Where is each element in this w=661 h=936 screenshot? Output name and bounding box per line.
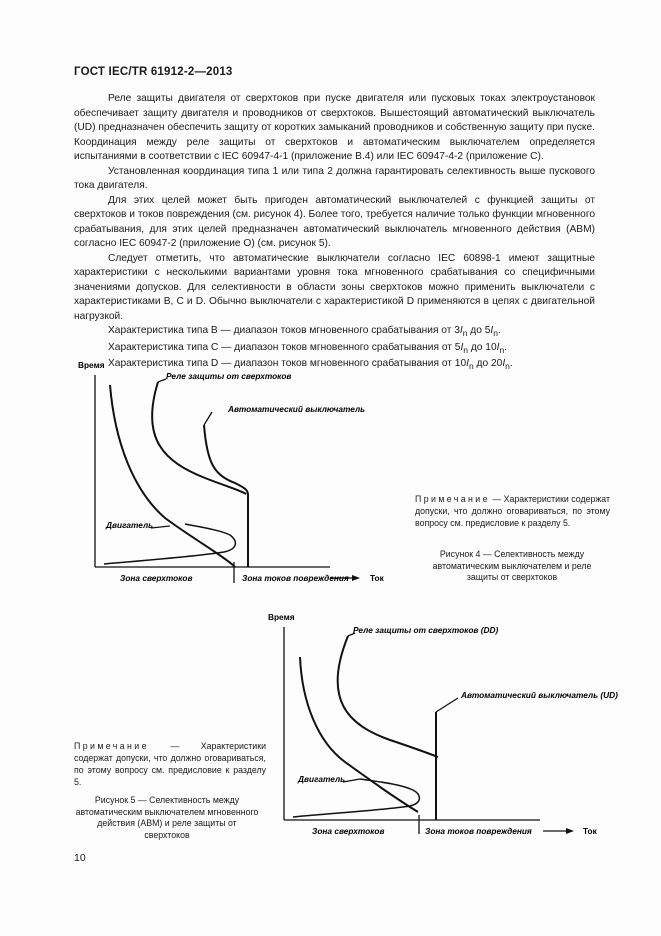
paragraph: Установленная координация типа 1 или типа 2 должна гарантировать селективность выше пускового тока двигателя.: [74, 165, 595, 191]
zone-fault-label: Зона токов повреждения: [425, 826, 532, 836]
breaker-label-leader: [436, 698, 458, 712]
x-arrow-head: [566, 828, 574, 834]
x-axis-label: Ток: [370, 573, 384, 583]
document-header: ГОСТ IEC/TR 61912-2—2013: [74, 66, 233, 78]
motor-label: Двигатель: [298, 774, 346, 784]
breaker-label: Автоматический выключатель: [228, 404, 366, 414]
zone-fault-label: Зона токов повреждения: [242, 573, 349, 583]
x-axis-label: Ток: [583, 826, 597, 836]
characteristic-line: Характеристика типа С — диапазон токов мгновенного срабатывания от $5I_n$ до $10I_n$.: [108, 341, 508, 355]
y-axis-label: Время: [78, 360, 105, 370]
relay-label: Реле защиты от сверхтоков: [166, 371, 292, 381]
page-number: 10: [74, 852, 86, 864]
characteristic-line: Характеристика типа D — диапазон токов мгновенного срабатывания от $10I_n$ до $20I_n$.: [108, 358, 513, 372]
characteristic-line: Характеристика типа В — диапазон токов мгновенного срабатывания от $3I_n$ до $5I_n$.: [108, 325, 501, 339]
figure-4-caption: Рисунок 4 — Селективность между автоматическим выключателем и реле защиты от сверхтоков: [432, 549, 592, 582]
relay-curve-2: [338, 636, 438, 757]
paragraph: Для этих целей может быть пригоден автоматический выключателей с функцией защиты от сверхтоков и токов повреждения (см. рисунок 4). Более того, требуется наличие только функции мгновенного срабатывания, для этих целей предназначен автоматический выключатель мгновенного действия (АВМ) согласно IEC 60947-2 (приложение О) (см. рисунок 5).: [74, 194, 595, 249]
motor-label: Двигатель: [106, 520, 154, 530]
zone-overcurrent-label: Зона сверхтоков: [120, 573, 193, 583]
relay-label: Реле защиты от сверхтоков (DD): [353, 625, 499, 635]
figure-5-note: Примечание — Характеристики содержат допуски, что должно оговариваться, по этому вопросу см. предисловие к разделу 5.: [74, 741, 266, 787]
figure-4-note: Примечание — Характеристики содержат допуски, что должно оговариваться, по этому вопросу см. предисловие к разделу 5.: [415, 494, 611, 528]
motor-curve: [293, 779, 419, 817]
paragraph: Следует отметить, что автоматические выключатели согласно IEC 60898-1 имеют защитные характеристики с несколькими вариантами уровня тока мгновенного срабатывания со специфичными значениями допусков. Для селективности в области зоны сверхтоков можно применить выключатели с характеристиками В, С и D. Обычно выключатели с характеристикой D применяются в цепях с двигательной нагрузкой.: [74, 252, 595, 322]
relay-curve: [300, 657, 418, 812]
figure-5-caption: Рисунок 5 — Селективность между автоматическим выключателем мгновенного действия (АВМ) и реле защиты от сверхтоков: [75, 795, 259, 840]
y-axis-label: Время: [268, 612, 295, 622]
motor-label-leader: [343, 779, 360, 782]
breaker-label: Автоматический выключатель (UD): [461, 690, 618, 700]
zone-overcurrent-label: Зона сверхтоков: [312, 826, 385, 836]
paragraph: Реле защиты двигателя от сверхтоков при пуске двигателя или пусковых токах электроустановок обеспечивает защиту двигателя и проводников от сверхтоков. Вышестоящий автоматический выключатель (UD) предназначен обеспечить защиту от коротких замыканий проводников и собственную защиту при пуске. Координация между реле защиты от сверхтоков и автоматическим выключателем определяется испытаниями в соответствии с IEC 60947-4-1 (приложение В.4) или IEC 60947-4-2 (приложение С).: [74, 93, 595, 162]
